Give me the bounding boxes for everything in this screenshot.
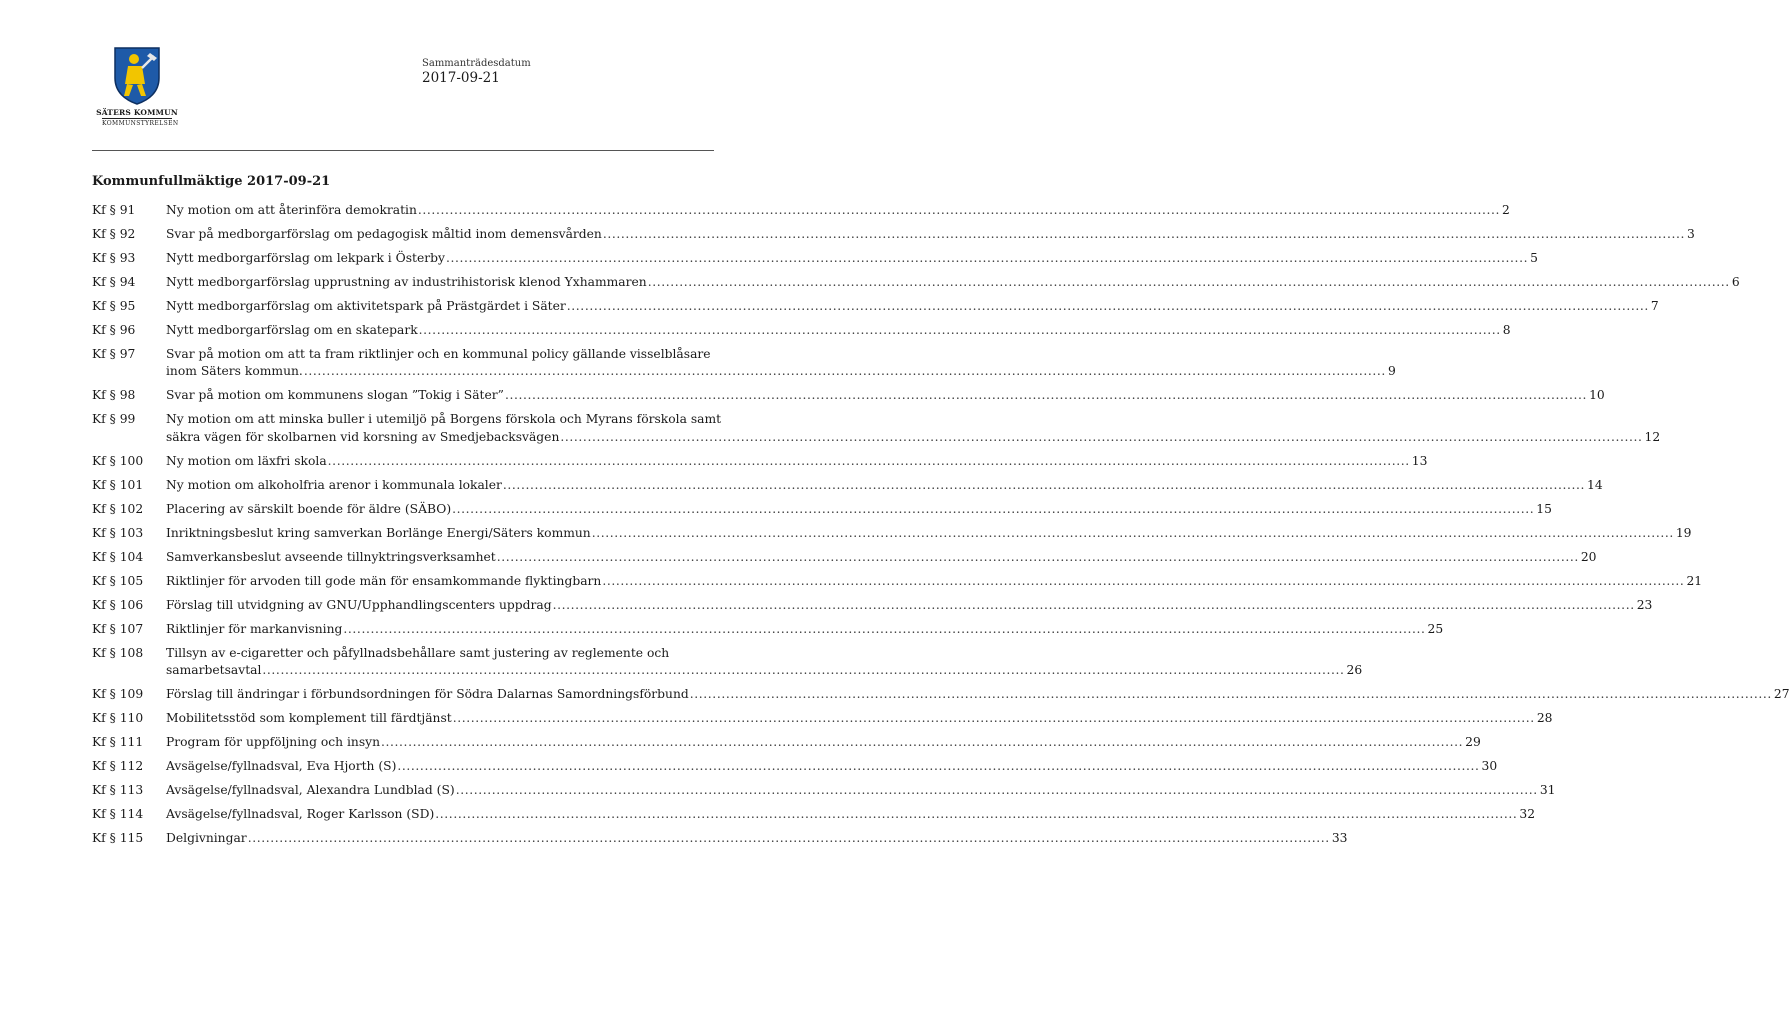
toc-row[interactable]	[92, 710, 1553, 727]
toc-dot-leader	[603, 226, 1685, 243]
toc-row[interactable]	[92, 202, 1510, 219]
toc-title: Förslag till ändringar i förbundsordningen för Södra Dalarnas Samordningsförbund	[166, 687, 689, 702]
toc-row[interactable]	[92, 346, 1396, 381]
toc-title: Riktlinjer för markanvisning	[166, 621, 343, 636]
toc-entry	[166, 298, 1659, 315]
toc-dot-leader	[397, 758, 1479, 775]
toc-page-number: 25	[1427, 621, 1444, 636]
toc-paragraph-number: Kf § 114	[92, 807, 144, 822]
toc-page-number: 27	[1773, 687, 1790, 702]
toc-entry	[166, 501, 1552, 518]
header-divider	[92, 150, 714, 151]
toc-page-number: 6	[1731, 275, 1740, 289]
toc-entry	[166, 645, 1362, 680]
toc-row[interactable]	[92, 387, 1605, 404]
toc-page-number: 30	[1481, 759, 1498, 774]
toc-dot-leader	[553, 597, 1635, 614]
toc-row[interactable]	[92, 298, 1659, 315]
toc-entry	[166, 830, 1347, 847]
toc-entry	[166, 549, 1597, 566]
toc-paragraph-number: Kf § 100	[92, 453, 144, 468]
toc-row[interactable]	[92, 734, 1481, 751]
toc-dot-leader	[328, 453, 1410, 470]
toc-paragraph-number: Kf § 91	[92, 203, 136, 217]
toc-title: Nytt medborgarförslag om aktivitetspark på Prästgärdet i Säter	[166, 299, 566, 313]
toc-row[interactable]	[92, 782, 1556, 799]
toc-paragraph-number: Kf § 92	[92, 227, 136, 241]
toc-paragraph-number: Kf § 112	[92, 759, 144, 774]
toc-row[interactable]	[92, 645, 1363, 680]
meeting-date-value: 2017-09-21	[422, 70, 500, 86]
toc-entry	[166, 477, 1603, 494]
toc-dot-leader	[560, 429, 1642, 446]
toc-dot-leader	[503, 477, 1585, 494]
toc-entry	[166, 806, 1535, 823]
toc-title: Ny motion om att återinföra demokratin	[166, 203, 417, 217]
toc-title: Ny motion om läxfri skola	[166, 453, 327, 468]
toc-dot-leader	[419, 322, 1501, 339]
toc-title: Program för uppföljning och insyn	[166, 735, 381, 750]
logo-name: SÄTERS KOMMUN	[96, 108, 178, 117]
toc-title: Mobilitetsstöd som komplement till färdtjänst	[166, 711, 452, 726]
toc-title: Samverkansbeslut avseende tillnyktringsverksamhet	[166, 549, 496, 564]
toc-page-number: 31	[1539, 783, 1556, 798]
toc-paragraph-number: Kf § 110	[92, 711, 144, 726]
table-of-contents	[92, 202, 1790, 854]
toc-page-number: 28	[1536, 711, 1553, 726]
toc-row[interactable]	[92, 453, 1428, 470]
toc-paragraph-number: Kf § 97	[92, 347, 136, 361]
logo-subtitle: KOMMUNSTYRELSEN	[102, 120, 179, 127]
toc-paragraph-number: Kf § 95	[92, 299, 136, 313]
municipality-logo	[96, 44, 178, 127]
toc-page-number: 19	[1675, 525, 1692, 540]
toc-dot-leader	[418, 202, 1500, 219]
toc-title: Avsägelse/fyllnadsval, Alexandra Lundblad (S)	[166, 783, 455, 798]
toc-page-number: 7	[1650, 299, 1659, 313]
toc-page-number: 3	[1686, 227, 1695, 241]
toc-page-number: 20	[1580, 549, 1597, 564]
toc-page-number: 12	[1644, 429, 1661, 444]
toc-paragraph-number: Kf § 103	[92, 525, 144, 540]
toc-row[interactable]	[92, 597, 1653, 614]
toc-paragraph-number: Kf § 109	[92, 687, 144, 702]
toc-paragraph-number: Kf § 102	[92, 501, 144, 516]
toc-page-number: 14	[1587, 477, 1603, 492]
toc-title-first-line: Ny motion om att minska buller i utemiljö på Borgens förskola och Myrans förskola samt	[166, 412, 722, 427]
toc-entry	[166, 686, 1790, 703]
toc-dot-leader	[343, 621, 1425, 638]
toc-entry	[166, 346, 1396, 381]
toc-entry	[166, 322, 1511, 339]
toc-dot-leader	[262, 662, 1344, 679]
toc-paragraph-number: Kf § 113	[92, 783, 144, 798]
toc-row[interactable]	[92, 226, 1695, 243]
toc-paragraph-number: Kf § 108	[92, 645, 144, 660]
toc-paragraph-number: Kf § 98	[92, 388, 136, 403]
toc-dot-leader	[602, 573, 1684, 590]
toc-title: Förslag till utvidgning av GNU/Upphandlingscenters uppdrag	[166, 597, 552, 612]
toc-entry	[166, 573, 1702, 590]
toc-row[interactable]	[92, 686, 1790, 703]
toc-page-number: 29	[1465, 735, 1481, 750]
page-title: Kommunfullmäktige 2017-09-21	[92, 174, 331, 189]
meeting-date-label: Sammanträdesdatum	[422, 58, 531, 69]
toc-dot-leader	[690, 686, 1772, 703]
toc-title: samarbetsavtal	[166, 663, 262, 678]
toc-entry	[166, 411, 1660, 446]
toc-page-number: 5	[1530, 251, 1538, 265]
toc-row[interactable]	[92, 274, 1740, 291]
toc-dot-leader	[304, 363, 1386, 380]
toc-title: Inriktningsbeslut kring samverkan Borlänge Energi/Säters kommun	[166, 525, 591, 540]
toc-entry	[166, 597, 1652, 614]
toc-title: Avsägelse/fyllnadsval, Eva Hjorth (S)	[166, 759, 397, 774]
toc-entry	[166, 387, 1605, 404]
toc-row[interactable]	[92, 501, 1552, 518]
toc-row[interactable]	[92, 525, 1692, 542]
toc-entry	[166, 758, 1497, 775]
toc-page-number: 32	[1519, 807, 1536, 822]
toc-entry	[166, 782, 1555, 799]
toc-paragraph-number: Kf § 115	[92, 831, 144, 846]
toc-title: Placering av särskilt boende för äldre (SÄBO)	[166, 501, 452, 516]
toc-dot-leader	[648, 274, 1730, 291]
toc-row[interactable]	[92, 758, 1498, 775]
toc-dot-leader	[248, 830, 1330, 847]
toc-row[interactable]	[92, 806, 1536, 823]
toc-dot-leader	[497, 549, 1579, 566]
toc-paragraph-number: Kf § 111	[92, 735, 144, 750]
toc-row[interactable]	[92, 411, 1661, 446]
toc-title: Ny motion om alkoholfria arenor i kommunala lokaler	[166, 477, 502, 492]
toc-page-number: 10	[1589, 388, 1605, 403]
toc-entry	[166, 274, 1740, 291]
toc-title: Nytt medborgarförslag om en skatepark	[166, 323, 418, 337]
toc-row[interactable]	[92, 830, 1348, 847]
toc-row[interactable]	[92, 477, 1603, 494]
toc-entry	[166, 226, 1695, 243]
toc-title-first-line: Tillsyn av e-cigaretter och påfyllnadsbehållare samt justering av reglemente och	[166, 645, 670, 660]
toc-row[interactable]	[92, 621, 1444, 638]
toc-row[interactable]	[92, 322, 1511, 339]
toc-paragraph-number: Kf § 99	[92, 412, 136, 427]
toc-paragraph-number: Kf § 104	[92, 549, 144, 564]
toc-paragraph-number: Kf § 107	[92, 621, 144, 636]
toc-entry	[166, 525, 1692, 542]
toc-title-first-line: Svar på motion om att ta fram riktlinjer och en kommunal policy gällande visselblåsare	[166, 347, 711, 361]
toc-dot-leader	[435, 806, 1517, 823]
toc-page-number: 21	[1686, 573, 1703, 588]
toc-row[interactable]	[92, 573, 1703, 590]
toc-entry	[166, 250, 1538, 267]
toc-page-number: 15	[1536, 501, 1552, 516]
toc-paragraph-number: Kf § 101	[92, 477, 144, 492]
toc-entry	[166, 202, 1510, 219]
toc-page-number: 33	[1331, 831, 1348, 846]
toc-paragraph-number: Kf § 96	[92, 323, 136, 337]
toc-title: Nytt medborgarförslag om lekpark i Österby	[166, 251, 445, 265]
coat-of-arms-icon	[109, 44, 165, 106]
toc-dot-leader	[567, 298, 1649, 315]
toc-row[interactable]	[92, 250, 1538, 267]
toc-paragraph-number: Kf § 106	[92, 597, 144, 612]
toc-page-number: 2	[1502, 203, 1510, 217]
toc-dot-leader	[381, 734, 1463, 751]
toc-dot-leader	[453, 710, 1535, 727]
toc-page-number: 13	[1411, 453, 1428, 468]
toc-title: inom Säters kommun.	[166, 364, 303, 379]
toc-title: Svar på medborgarförslag om pedagogisk måltid inom demensvården	[166, 227, 602, 241]
toc-dot-leader	[592, 525, 1674, 542]
toc-paragraph-number: Kf § 105	[92, 573, 144, 588]
toc-page-number: 9	[1387, 364, 1396, 379]
toc-paragraph-number: Kf § 94	[92, 275, 136, 289]
toc-entry	[166, 734, 1481, 751]
toc-dot-leader	[452, 501, 1534, 518]
meeting-date-block	[422, 58, 531, 86]
toc-page-number: 26	[1346, 663, 1363, 678]
toc-title: Riktlinjer för arvoden till gode män för ensamkommande flyktingbarn	[166, 573, 602, 588]
toc-entry	[166, 710, 1552, 727]
toc-title: Delgivningar	[166, 831, 247, 846]
toc-entry	[166, 621, 1443, 638]
toc-row[interactable]	[92, 549, 1597, 566]
toc-dot-leader	[456, 782, 1538, 799]
toc-paragraph-number: Kf § 93	[92, 251, 136, 265]
toc-entry	[166, 453, 1427, 470]
toc-dot-leader	[446, 250, 1528, 267]
toc-title: Nytt medborgarförslag upprustning av industrihistorisk klenod Yxhammaren	[166, 275, 647, 289]
toc-page-number: 8	[1502, 323, 1511, 337]
toc-title: säkra vägen för skolbarnen vid korsning av Smedjebacksvägen	[166, 429, 560, 444]
toc-title: Svar på motion om kommunens slogan ”Tokig i Säter”	[166, 388, 504, 403]
toc-title: Avsägelse/fyllnadsval, Roger Karlsson (SD)	[166, 807, 435, 822]
toc-dot-leader	[505, 387, 1587, 404]
toc-page-number: 23	[1636, 597, 1653, 612]
